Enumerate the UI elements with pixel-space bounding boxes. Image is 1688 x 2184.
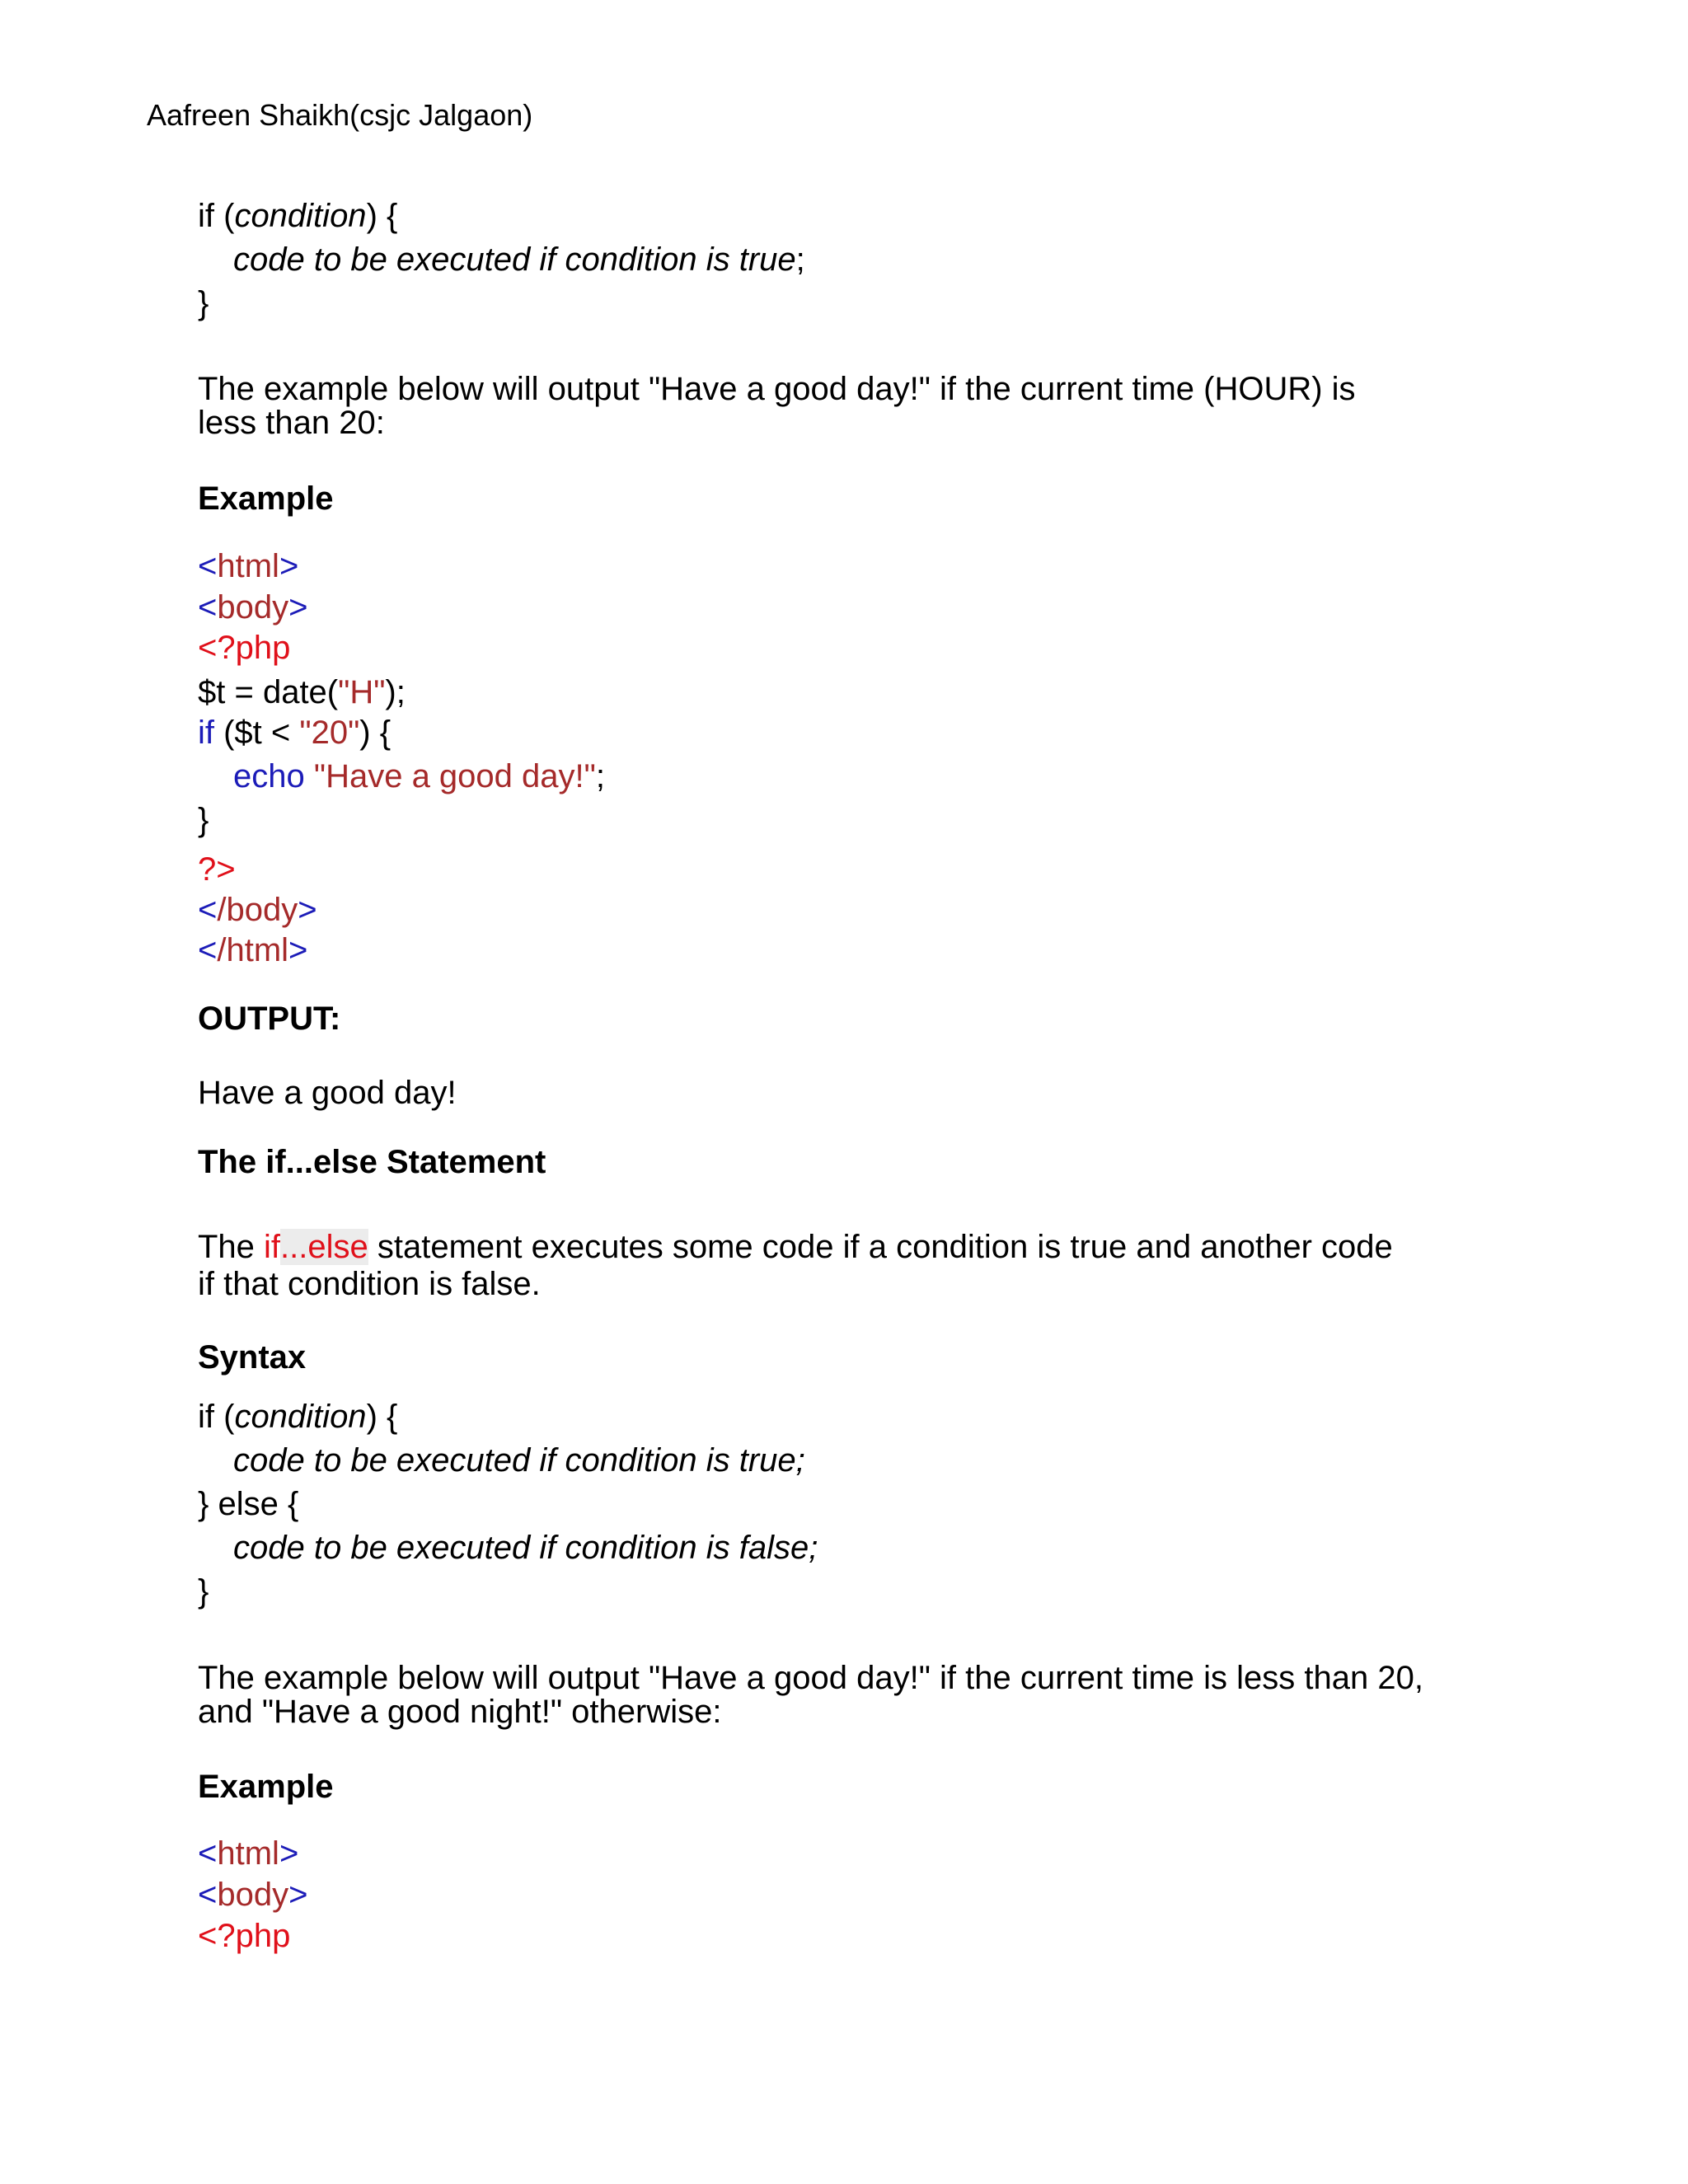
code-body-open: <body> [198, 589, 308, 626]
syntax2-line-close: } [198, 1573, 209, 1610]
syntax-line-close: } [198, 285, 209, 321]
ifelse-heading: The if...else Statement [198, 1144, 546, 1180]
page-header: Aafreen Shaikh(csjc Jalgaon) [147, 98, 533, 132]
syntax-code: code to be executed if condition is true [233, 241, 796, 278]
output-text: Have a good day! [198, 1075, 457, 1111]
intro-paragraph-line2: less than 20: [198, 405, 385, 441]
code-php-close: ?> [198, 851, 236, 888]
syntax-condition: condition [234, 198, 367, 234]
intro2-paragraph-line2: and "Have a good night!" otherwise: [198, 1694, 722, 1730]
syntax-line-code [233, 243, 805, 276]
output-heading: OUTPUT: [198, 1001, 341, 1037]
syntax2-line-true: code to be executed if condition is true; [233, 1442, 805, 1479]
syntax2-line-false: code to be executed if condition is false; [233, 1530, 818, 1566]
ifelse-description-line2: if that condition is false. [198, 1266, 541, 1302]
syntax-line-if [198, 199, 397, 232]
code-body-close: </body> [198, 892, 317, 928]
code2-body-open: <body> [198, 1877, 308, 1913]
code2-html-open: <html> [198, 1835, 299, 1872]
syntax2-line-if: if (condition) { [198, 1399, 398, 1435]
code-assign-line: $t = date("H"); [198, 674, 406, 710]
code-echo-line: echo "Have a good day!"; [233, 758, 605, 794]
syntax-text: if ( [198, 198, 235, 234]
ifelse-description-line1: The if...else statement executes some code if a condition is true and another code [198, 1229, 1393, 1265]
code2-php-open: <?php [198, 1918, 291, 1954]
syntax-semicolon: ; [795, 241, 805, 278]
intro-paragraph-line1: The example below will output "Have a good day!" if the current time (HOUR) is [198, 371, 1356, 407]
code-close-brace: } [198, 802, 209, 838]
intro2-paragraph-line1: The example below will output "Have a good day!" if the current time is less than 20, [198, 1660, 1423, 1696]
syntax-heading: Syntax [198, 1339, 307, 1376]
example2-heading: Example [198, 1769, 334, 1805]
inline-code-else: else [307, 1229, 368, 1265]
code-if-line: if ($t < "20") { [198, 715, 392, 751]
syntax2-line-else: } else { [198, 1486, 299, 1522]
code-html-close: </html> [198, 932, 308, 968]
syntax-text: ) { [366, 198, 398, 234]
code-php-open: <?php [198, 630, 291, 666]
example-heading: Example [198, 480, 334, 517]
inline-code-if: if [264, 1229, 281, 1265]
code-html-open: <html> [198, 548, 299, 584]
